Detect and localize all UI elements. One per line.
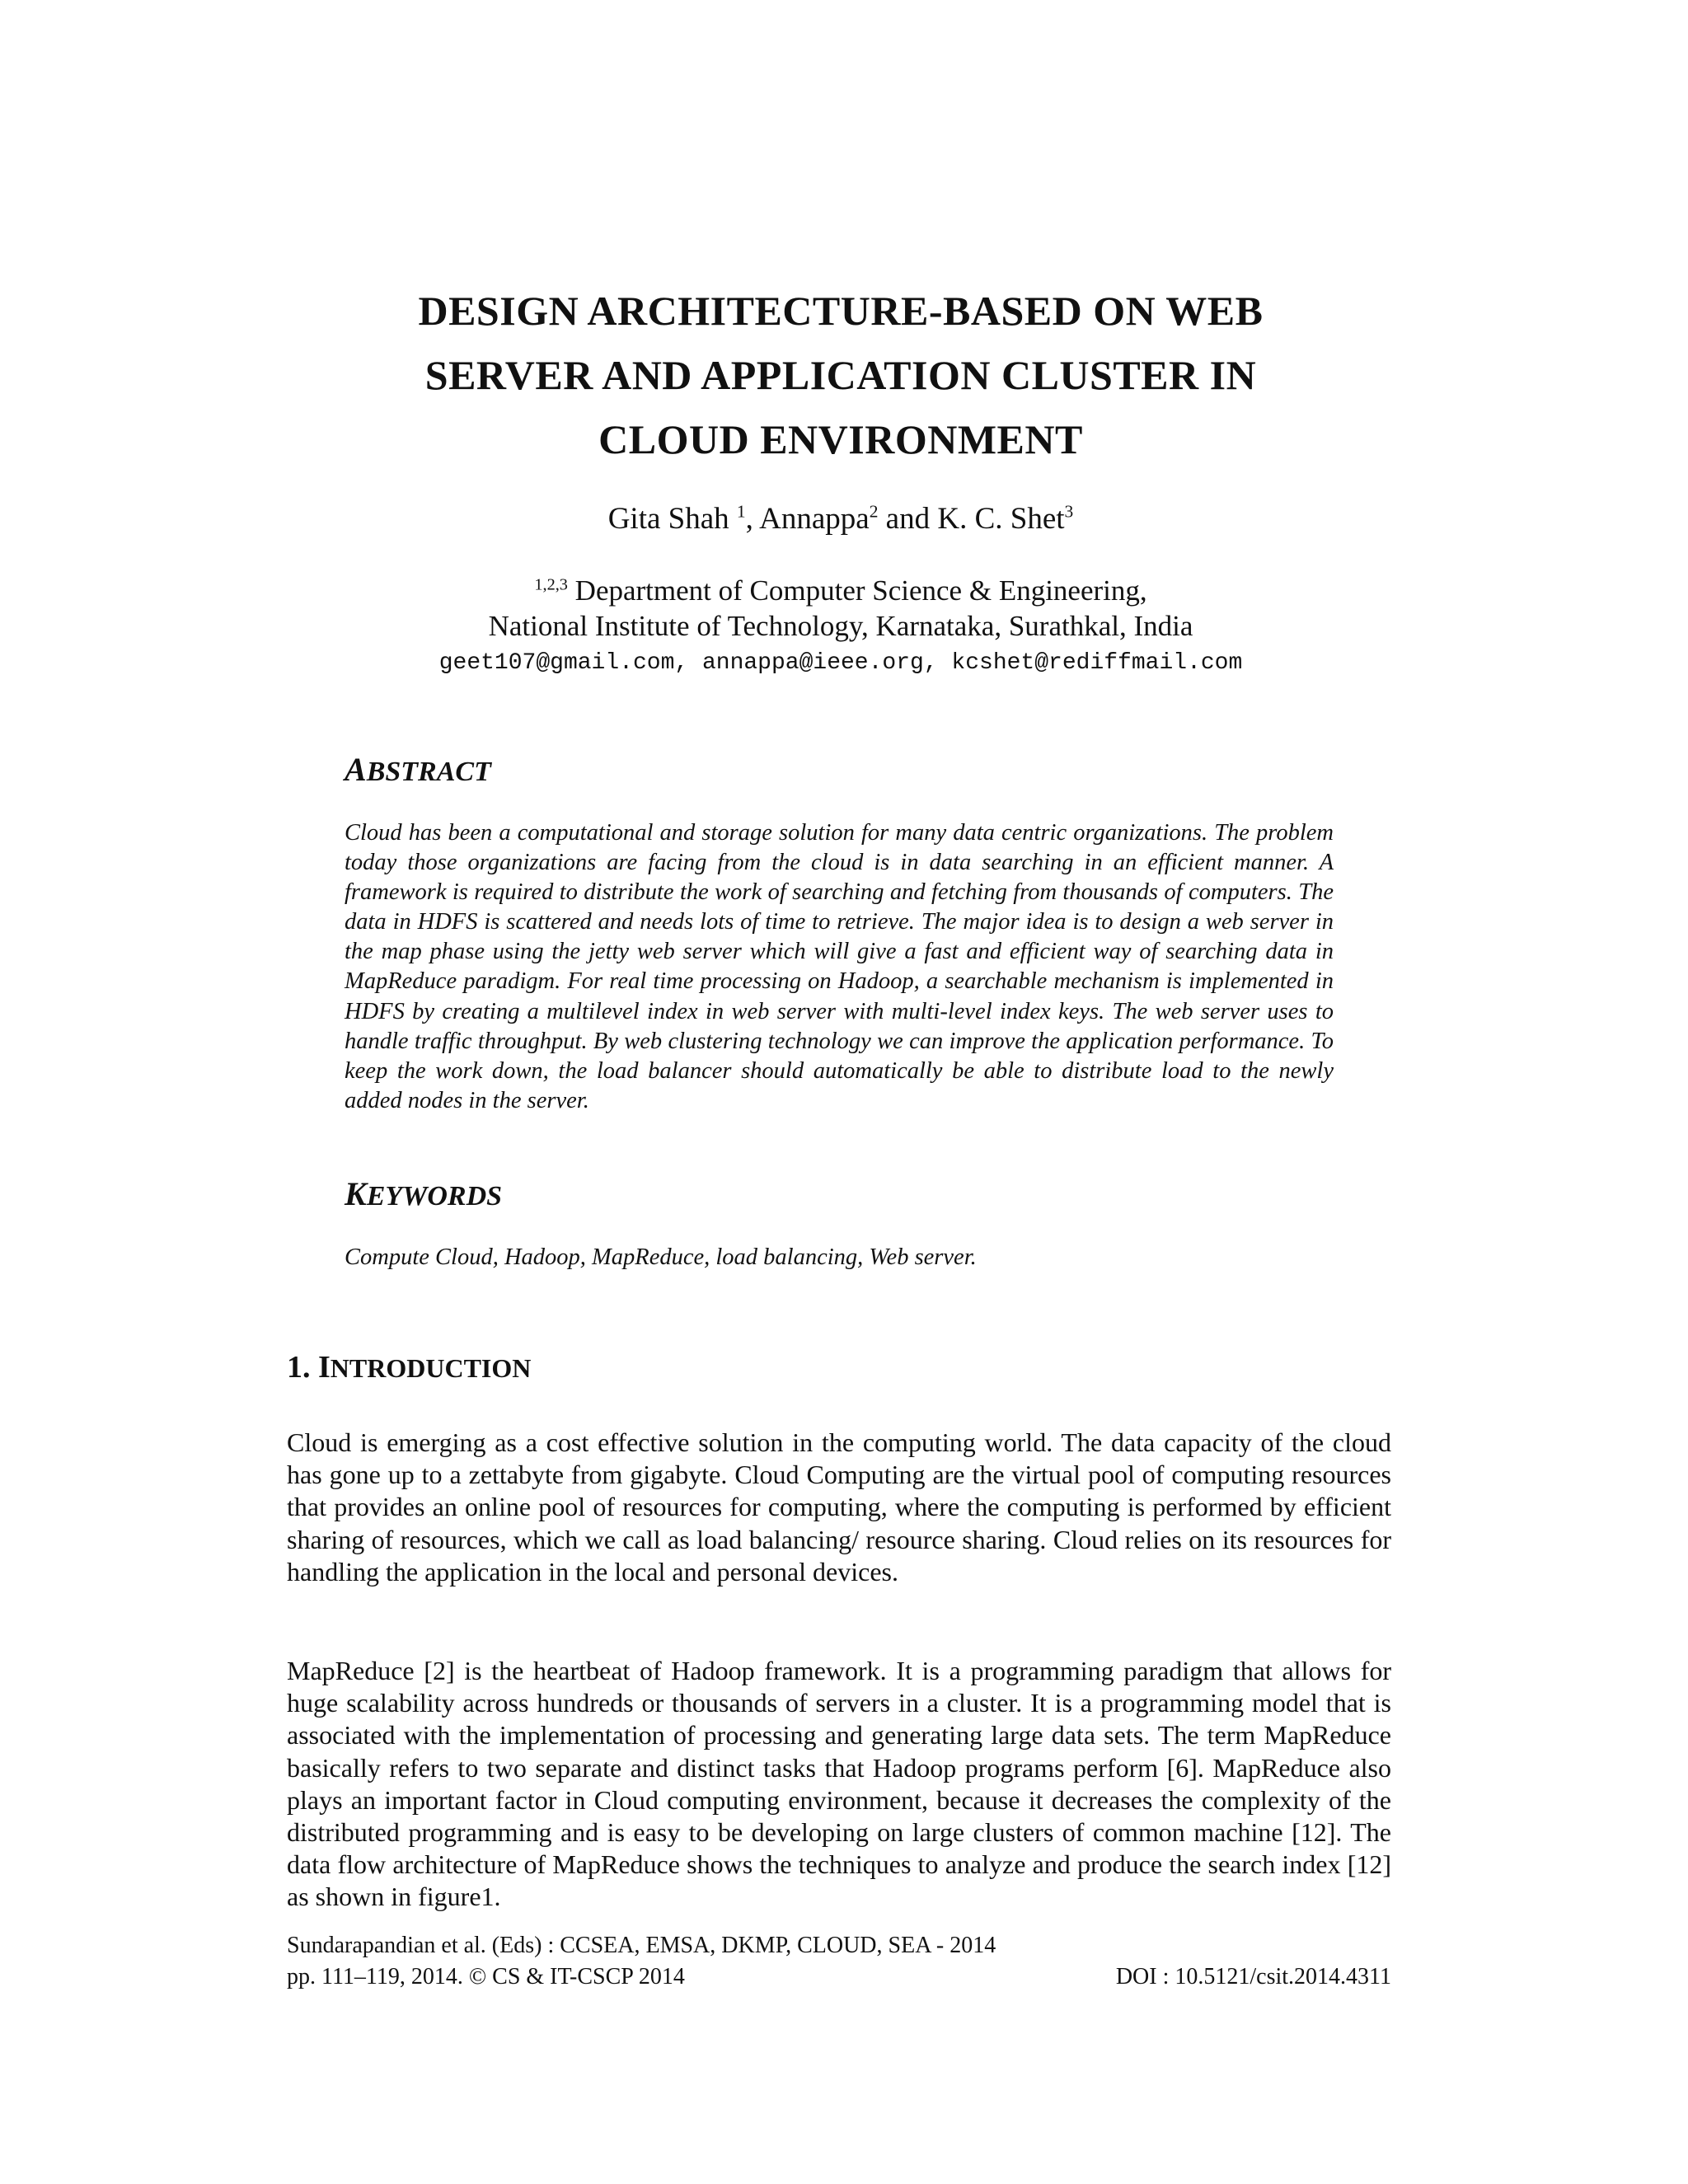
paper-title <box>247 279 1434 471</box>
section-number: 1. <box>287 1350 311 1385</box>
keywords-text: Compute Cloud, Hadoop, MapReduce, load balancing, Web server. <box>345 1244 977 1270</box>
heading-initial: A <box>345 751 367 788</box>
author-separator: and <box>878 502 938 536</box>
keywords-heading <box>345 1174 502 1213</box>
intro-paragraph-2: MapReduce [2] is the heartbeat of Hadoop framework. It is a programming paradigm that allows for huge scalability across hundreds or thousands of servers in a cluster. It is a programming model that is associated with the implementation of processing and generating large data sets. The term MapReduce basically refers to two separate and distinct tasks that Hadoop programs perform [6]. MapReduce also plays an important factor in Cloud computing environment, because it decreases the complexity of the distributed programming and is easy to be developing on large clusters of common machine [12]. The data flow architecture of MapReduce shows the techniques to analyze and produce the search index [12] as shown in figure1. <box>287 1656 1391 1912</box>
abstract-heading <box>345 750 491 789</box>
section-heading-introduction <box>287 1349 531 1385</box>
affiliation-marker: 1,2,3 <box>534 575 568 594</box>
author-separator: , <box>745 502 760 536</box>
abstract-text: Cloud has been a computational and storage solution for many data centric organizations. The problem today those organizations are facing from the cloud is in data searching in an efficient manner. A framework is required to distribute the work of searching and fetching from thousands of computers. The data in HDFS is scattered and needs lots of time to retrieve. The major idea is to design a web server in the map phase using the jetty web server which will give a fast and efficient way of searching data in MapReduce paradigm. For real time processing on Hadoop, a searchable mechanism is implemented in HDFS by creating a multilevel index in web server with multi-level index keys. The web server uses to handle traffic throughput. By web clustering technology we can improve the application performance. To keep the work down, the load balancer should automatically be able to distribute load to the newly added nodes in the server. <box>345 820 1334 1113</box>
author-name: K. C. Shet <box>937 502 1065 536</box>
institution: National Institute of Technology, Karnataka, Surathkal, India <box>488 609 1193 642</box>
author-affiliation-marker: 3 <box>1064 501 1074 522</box>
author-emails: geet107@gmail.com, annappa@ieee.org, kcshet@rediffmail.com <box>438 650 1243 676</box>
author-list <box>247 501 1434 537</box>
footer-proceedings: Sundarapandian et al. (Eds) : CCSEA, EMSA, DKMP, CLOUD, SEA - 2014 <box>287 1933 996 1958</box>
affiliation-block <box>247 574 1434 644</box>
heading-rest: EYWORDS <box>366 1181 503 1212</box>
heading-rest: BSTRACT <box>366 757 491 787</box>
author-name: Annappa <box>759 502 870 536</box>
heading-rest: NTRODUCTION <box>330 1353 532 1383</box>
author-affiliation-marker: 2 <box>869 501 879 522</box>
title-line-2: SERVER AND APPLICATION CLUSTER IN <box>424 352 1257 398</box>
intro-paragraph-1: Cloud is emerging as a cost effective solution in the computing world. The data capacity of the cloud has gone up to a zettabyte from gigabyte. Cloud Computing are the virtual pool of computing resources that provides an online pool of resources for computing, where the computing is performed by efficient sharing of resources, which we call as load balancing/ resource sharing. Cloud relies on its resources for handling the application in the local and personal devices. <box>287 1427 1391 1586</box>
title-line-3: CLOUD ENVIRONMENT <box>598 416 1083 462</box>
affiliation-line-1 <box>247 574 1434 609</box>
heading-initial: I <box>318 1350 331 1385</box>
author-name: Gita Shah <box>607 502 729 536</box>
heading-initial: K <box>345 1175 367 1212</box>
title-line-1: DESIGN ARCHITECTURE-BASED ON WEB <box>418 288 1264 334</box>
footer-pages <box>287 1962 1391 1991</box>
footer-doi: DOI : 10.5121/csit.2014.4311 <box>1115 1964 1391 1990</box>
author-affiliation-marker: 1 <box>736 501 746 522</box>
department: Department of Computer Science & Engineering, <box>574 574 1147 607</box>
footer-pages-copyright: pp. 111–119, 2014. © CS & IT-CSCP 2014 <box>287 1964 685 1990</box>
